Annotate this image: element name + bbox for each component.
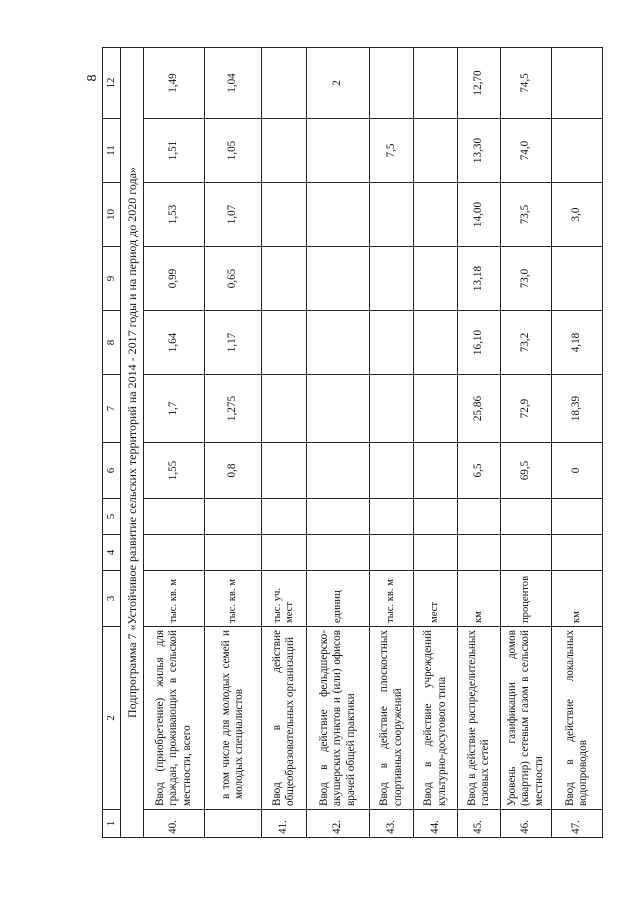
value-cell: 0,65	[205, 247, 262, 311]
col-header: 3	[103, 571, 121, 627]
column-number-row	[103, 48, 121, 838]
row-number: 47.	[552, 810, 603, 838]
value-cell: 74,0	[501, 119, 552, 183]
col-header: 5	[103, 499, 121, 535]
value-cell	[458, 535, 501, 571]
value-cell	[370, 311, 414, 375]
value-cell	[414, 48, 458, 119]
value-cell	[262, 183, 307, 247]
unit: км	[458, 571, 501, 627]
value-cell	[262, 48, 307, 119]
value-cell	[414, 443, 458, 499]
indicator-name: Ввод в действие фельдшерско-акушерских пунктов и (или) офисов врачей общей практики	[307, 627, 370, 810]
col-header: 9	[103, 247, 121, 311]
indicator-name: Уровень газификации домов (квартир) сетевым газом в сельской местности	[501, 627, 552, 810]
value-cell	[307, 183, 370, 247]
value-cell	[414, 183, 458, 247]
value-cell: 1,51	[144, 119, 205, 183]
row-number: 45.	[458, 810, 501, 838]
value-cell	[552, 499, 603, 535]
value-cell: 14,00	[458, 183, 501, 247]
indicator-name: Ввод в действие учреждений культурно-досугового типа	[414, 627, 458, 810]
col-header: 12	[103, 48, 121, 119]
table-row	[552, 48, 603, 838]
value-cell	[370, 443, 414, 499]
value-cell	[262, 443, 307, 499]
value-cell: 1,64	[144, 311, 205, 375]
value-cell	[307, 535, 370, 571]
value-cell: 72,9	[501, 375, 552, 443]
col-header: 7	[103, 375, 121, 443]
indicators-table	[102, 47, 603, 838]
value-cell	[262, 375, 307, 443]
value-cell: 0,99	[144, 247, 205, 311]
value-cell: 13,30	[458, 119, 501, 183]
indicator-name: Ввод в действие плоскостных спортивных сооружений	[370, 627, 414, 810]
value-cell	[262, 535, 307, 571]
value-cell	[414, 119, 458, 183]
col-header: 2	[103, 627, 121, 810]
row-number: 43.	[370, 810, 414, 838]
row-number: 41.	[262, 810, 307, 838]
rotated-table-container	[102, 48, 620, 838]
value-cell: 13,18	[458, 247, 501, 311]
value-cell	[501, 499, 552, 535]
row-number: 40.	[144, 810, 205, 838]
value-cell: 4,18	[552, 311, 603, 375]
col-header: 8	[103, 311, 121, 375]
indicator-name: Ввод (приобретение) жилья для граждан, проживающих в сельской местности, всего	[144, 627, 205, 810]
value-cell	[262, 499, 307, 535]
value-cell: 0,8	[205, 443, 262, 499]
value-cell	[414, 311, 458, 375]
value-cell: 1,55	[144, 443, 205, 499]
value-cell: 73,5	[501, 183, 552, 247]
value-cell	[205, 499, 262, 535]
value-cell: 1,07	[205, 183, 262, 247]
value-cell	[307, 247, 370, 311]
value-cell	[370, 535, 414, 571]
value-cell: 12,70	[458, 48, 501, 119]
value-cell	[205, 535, 262, 571]
unit: процентов	[501, 571, 552, 627]
value-cell	[262, 247, 307, 311]
value-cell	[501, 535, 552, 571]
value-cell	[370, 48, 414, 119]
value-cell: 25,86	[458, 375, 501, 443]
value-cell: 3,0	[552, 183, 603, 247]
unit: мест	[414, 571, 458, 627]
indicator-name: Ввод в действие распределительных газовых сетей	[458, 627, 501, 810]
page-number: 8	[85, 74, 100, 82]
unit: тыс. кв. м	[144, 571, 205, 627]
unit: тыс. уч. мест	[262, 571, 307, 627]
value-cell: 1,04	[205, 48, 262, 119]
value-cell: 1,05	[205, 119, 262, 183]
value-cell	[552, 247, 603, 311]
table-row	[501, 48, 552, 838]
value-cell: 1,7	[144, 375, 205, 443]
value-cell	[552, 48, 603, 119]
row-number: 42.	[307, 810, 370, 838]
value-cell: 7,5	[370, 119, 414, 183]
unit: единиц	[307, 571, 370, 627]
indicator-name: в том числе для молодых семей и молодых специалистов	[205, 627, 262, 810]
value-cell: 1,53	[144, 183, 205, 247]
row-number: 44.	[414, 810, 458, 838]
table-row	[370, 48, 414, 838]
value-cell: 74,5	[501, 48, 552, 119]
value-cell: 73,2	[501, 311, 552, 375]
value-cell: 1,49	[144, 48, 205, 119]
value-cell	[458, 499, 501, 535]
table-row	[262, 48, 307, 838]
col-header: 11	[103, 119, 121, 183]
value-cell	[552, 535, 603, 571]
unit: км	[552, 571, 603, 627]
value-cell	[370, 183, 414, 247]
unit: тыс. кв. м	[370, 571, 414, 627]
table-row	[205, 48, 262, 838]
value-cell	[370, 375, 414, 443]
value-cell: 16,10	[458, 311, 501, 375]
value-cell: 6,5	[458, 443, 501, 499]
value-cell: 73,0	[501, 247, 552, 311]
col-header: 1	[103, 810, 121, 838]
value-cell	[414, 499, 458, 535]
value-cell: 2	[307, 48, 370, 119]
value-cell: 69,5	[501, 443, 552, 499]
subprogram-row	[121, 48, 144, 838]
value-cell: 18,39	[552, 375, 603, 443]
col-header: 10	[103, 183, 121, 247]
col-header: 4	[103, 535, 121, 571]
indicator-name: Ввод в действие общеобразовательных организаций	[262, 627, 307, 810]
table-row	[144, 48, 205, 838]
value-cell	[307, 443, 370, 499]
value-cell	[307, 375, 370, 443]
table-row	[458, 48, 501, 838]
row-number: 46.	[501, 810, 552, 838]
col-header: 6	[103, 443, 121, 499]
value-cell	[307, 499, 370, 535]
value-cell	[144, 499, 205, 535]
value-cell	[370, 499, 414, 535]
subprogram-title: Подпрограмма 7 «Устойчивое развитие сельских территорий на 2014 - 2017 годы и на период до 2020 года»	[121, 48, 144, 838]
value-cell	[262, 119, 307, 183]
value-cell	[144, 535, 205, 571]
indicator-name: Ввод в действие локальных водопроводов	[552, 627, 603, 810]
value-cell	[414, 247, 458, 311]
value-cell	[414, 375, 458, 443]
value-cell	[370, 247, 414, 311]
table-row	[414, 48, 458, 838]
value-cell	[262, 311, 307, 375]
value-cell: 0	[552, 443, 603, 499]
value-cell: 1,17	[205, 311, 262, 375]
unit: тыс. кв. м	[205, 571, 262, 627]
row-number	[205, 810, 262, 838]
value-cell	[307, 119, 370, 183]
value-cell	[307, 311, 370, 375]
table-row	[307, 48, 370, 838]
value-cell	[414, 535, 458, 571]
value-cell: 1,275	[205, 375, 262, 443]
value-cell	[552, 119, 603, 183]
